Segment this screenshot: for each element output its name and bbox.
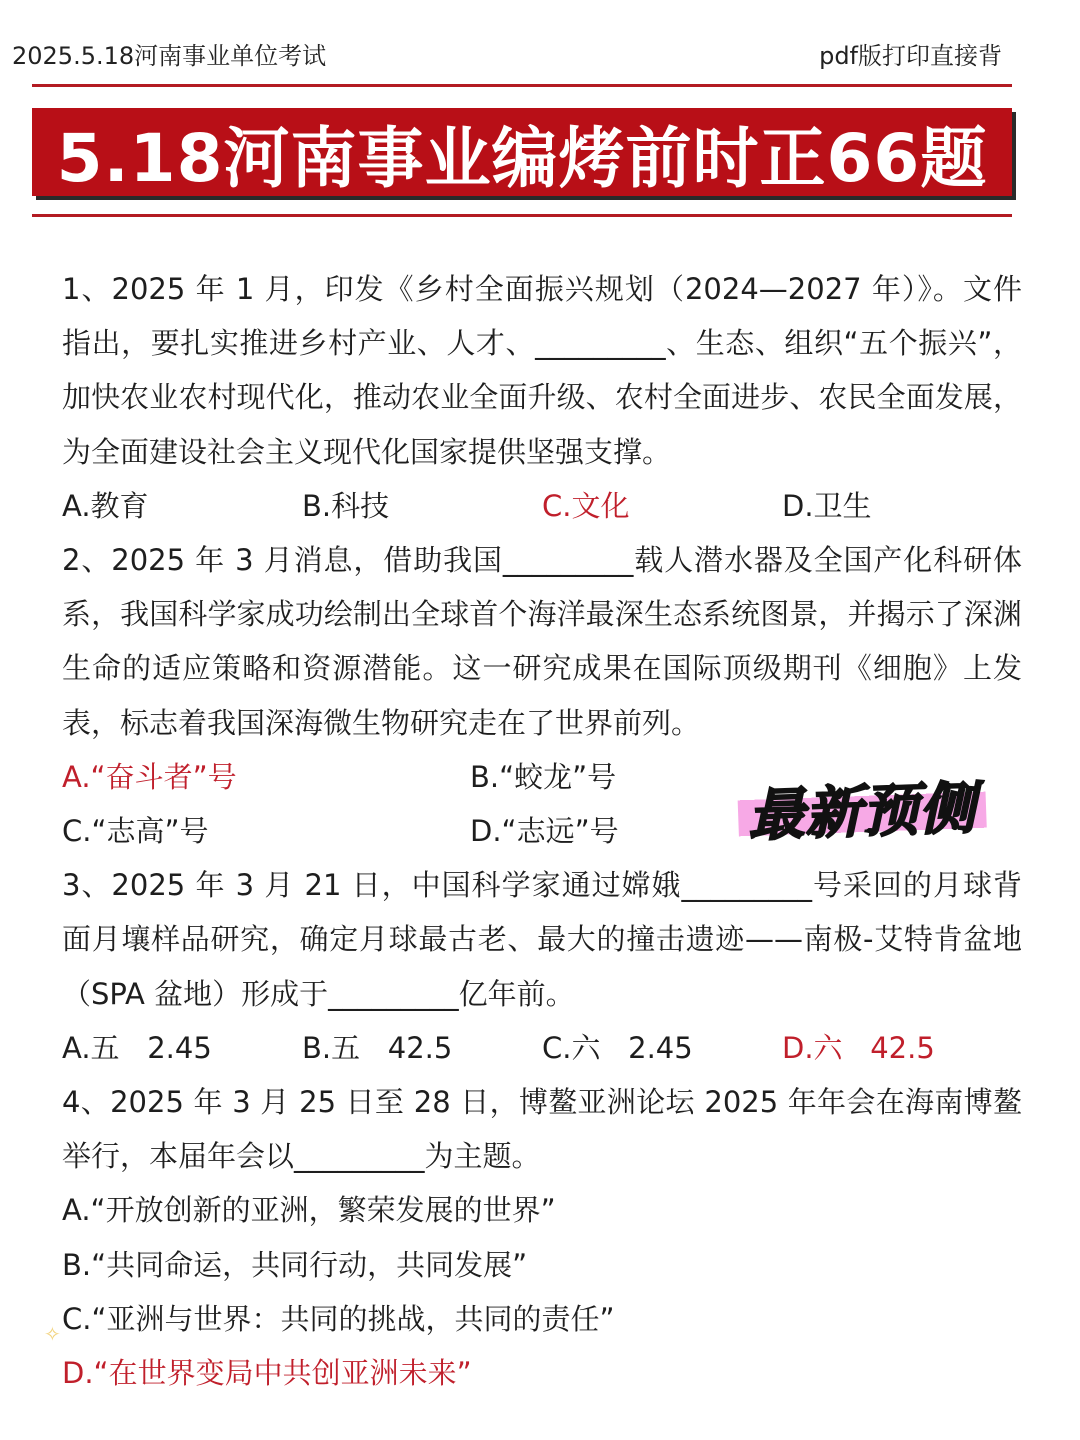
options-row xyxy=(62,1021,1022,1075)
header-left-text: 2025.5.18河南事业单位考试 xyxy=(12,42,327,70)
option-b: B.五 42.5 xyxy=(302,1030,453,1065)
question-block xyxy=(62,1075,1022,1400)
question-text: 1、2025 年 1 月，印发《乡村全面振兴规划（2024—2027 年）》。文件指出，要扎实推进乡村产业、人才、_________、生态、组织“五个振兴”，加快农业农村现代化，推动农业全面升级、农村全面进步、农民全面发展，为全面建设社会主义现代化国家提供坚强支撑。 xyxy=(62,272,1022,469)
top-divider xyxy=(32,84,1012,87)
question-block xyxy=(62,858,1022,1075)
option-d: D.卫生 xyxy=(782,488,872,523)
header-right-text: pdf版打印直接背 xyxy=(819,42,1002,70)
option-d-correct: D.“在世界变局中共创亚洲未来” xyxy=(62,1356,472,1391)
option-c: C.“志高”号 xyxy=(62,814,209,849)
question-text: 3、2025 年 3 月 21 日，中国科学家通过嫦娥_________号采回的月球背面月壤样品研究，确定月球最古老、最大的撞击遗迹——南极-艾特肯盆地（SPA 盆地）形成于_________亿年前。 xyxy=(62,868,1022,1011)
option-b: B.“蛟龙”号 xyxy=(470,759,617,794)
question-block xyxy=(62,262,1022,533)
options-column xyxy=(62,1183,1022,1400)
page-header xyxy=(12,36,1002,71)
option-b: B.“共同命运，共同行动，共同发展” xyxy=(62,1247,528,1282)
latest-prediction-stamp: 最新预侧 xyxy=(737,764,988,853)
option-d-correct: D.六 42.5 xyxy=(782,1030,935,1065)
title-banner xyxy=(32,108,1012,196)
options-row xyxy=(62,479,1022,533)
option-d: D.“志远”号 xyxy=(470,814,619,849)
option-a: A.五 2.45 xyxy=(62,1030,212,1065)
option-c: C.“亚洲与世界：共同的挑战，共同的责任” xyxy=(62,1301,615,1336)
option-a: A.“开放创新的亚洲，繁荣发展的世界” xyxy=(62,1193,556,1228)
bottom-divider xyxy=(32,214,1012,217)
option-c-correct: C.文化 xyxy=(542,488,630,523)
option-a-correct: A.“奋斗者”号 xyxy=(62,759,237,794)
page-title: 5.18河南事业编烤前时正66题 xyxy=(56,119,988,197)
question-text: 4、2025 年 3 月 25 日至 28 日，博鳌亚洲论坛 2025 年年会在海南博鳌举行，本届年会以_________为主题。 xyxy=(62,1085,1022,1174)
option-b: B.科技 xyxy=(302,488,390,523)
option-a: A.教育 xyxy=(62,488,149,523)
question-text: 2、2025 年 3 月消息，借助我国_________载人潜水器及全国产化科研体系，我国科学家成功绘制出全球首个海洋最深生态系统图景，并揭示了深渊生命的适应策略和资源潜能。这一研究成果在国际顶级期刊《细胞》上发表，标志着我国深海微生物研究走在了世界前列。 xyxy=(62,543,1022,740)
option-c: C.六 2.45 xyxy=(542,1030,693,1065)
sparkle-icon: ✧ xyxy=(44,1322,61,1346)
